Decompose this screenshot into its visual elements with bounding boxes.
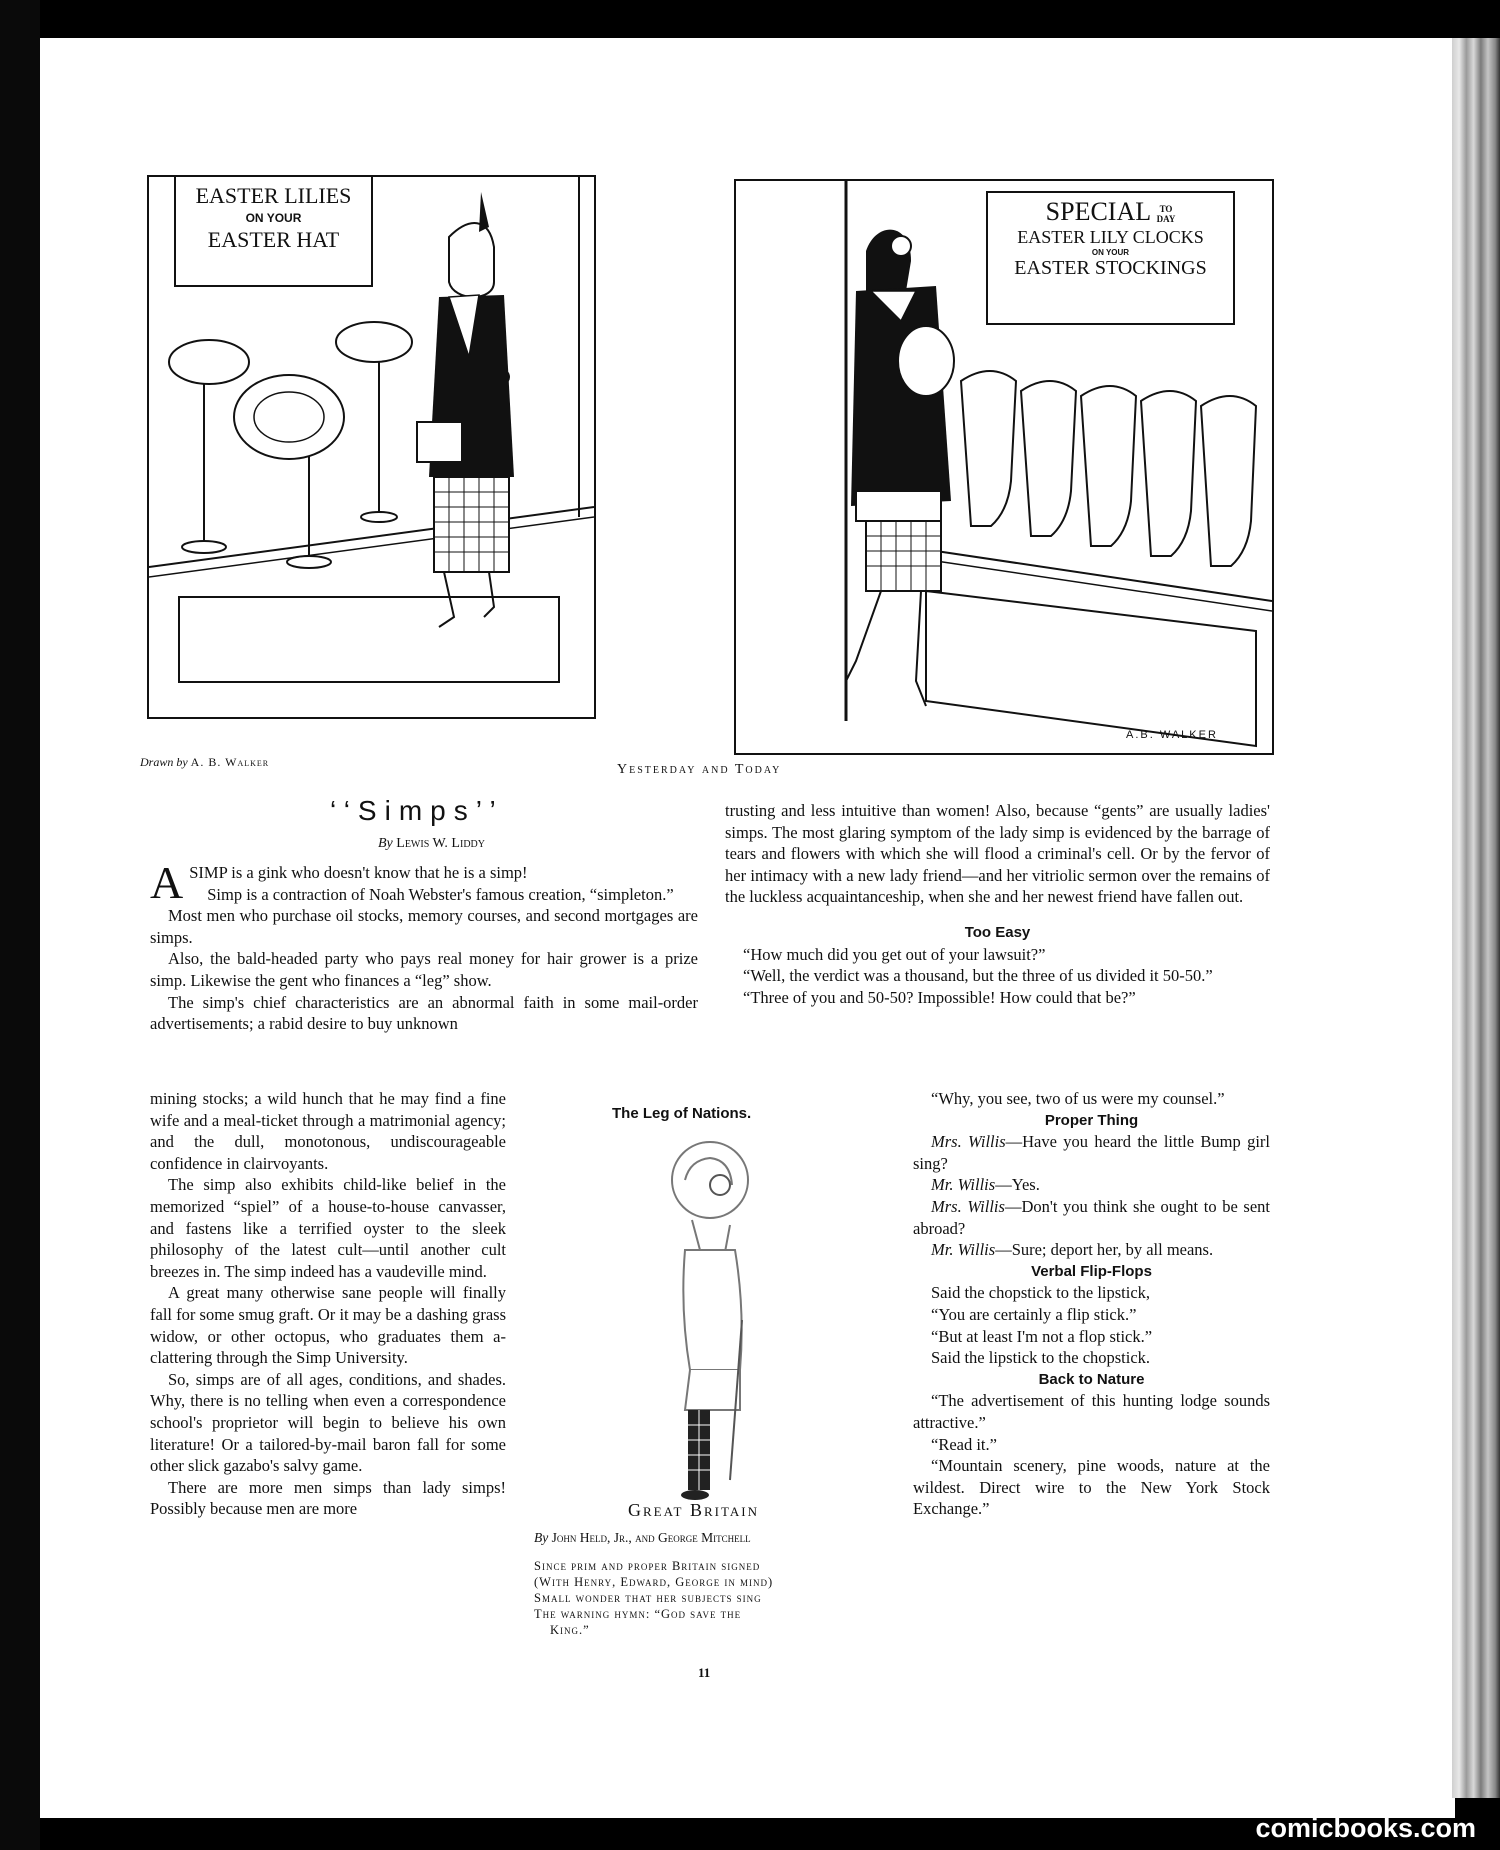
too-easy-line-3: “Three of you and 50-50? Impossible! How could that be?”	[743, 987, 1136, 1007]
back-to-nature-heading: Back to Nature	[1038, 1370, 1145, 1388]
simps-p5a: The simp's chief characteristics are an abnormal faith in some mail-order advertisements; a rabid desire to buy unknown	[150, 992, 698, 1034]
special-today-sign	[986, 191, 1235, 325]
page-edge-binding	[1452, 38, 1500, 1798]
sign-stockings: EASTER STOCKINGS	[1014, 257, 1207, 279]
too-easy-line-2: “Well, the verdict was a thousand, but the three of us divided it 50-50.”	[743, 966, 1213, 986]
page-number: 11	[698, 1665, 711, 1680]
too-easy-line-1: “How much did you get out of your lawsuit?”	[743, 944, 1046, 964]
speaker-mrs-willis: Mrs. Willis	[931, 1196, 1005, 1216]
cartoon-credit: Drawn by A. B. Walker	[140, 755, 270, 769]
too-easy-heading: Too Easy	[964, 923, 1031, 941]
sign-line-2: ON YOUR	[245, 211, 302, 225]
simps-p6: The simp also exhibits child-like belief in the memorized “spiel” of a house-to-house canvasser, and fastens like a terrified oyster to the sleek philosophy of the latest cult—until another cult breezes in. The simp indeed has a vaudeville mind.	[150, 1175, 506, 1281]
speaker-mrs-willis: Mrs. Willis	[931, 1132, 1006, 1152]
flip-flops-heading: Verbal Flip-Flops	[1031, 1262, 1152, 1280]
easter-lilies-sign	[174, 175, 373, 287]
back-to-nature-line-1: “The advertisement of this hunting lodge sounds attractive.”	[913, 1391, 1270, 1432]
sign-line-3: EASTER HAT	[207, 227, 340, 252]
right-column-top	[725, 800, 1270, 1008]
sign-day: DAY	[1156, 214, 1176, 225]
flip-flops-line-2: “You are certainly a flip stick.”	[931, 1304, 1137, 1324]
cartoon-title: Yesterday and Today	[617, 762, 782, 777]
sign-to: TO	[1159, 204, 1173, 215]
simps-p2: Simp is a contraction of Noah Webster's famous creation, “simpleton.”	[207, 884, 674, 904]
simps-p9: There are more men simps than lady simps! Possibly because men are more	[150, 1477, 506, 1519]
back-to-nature-line-3: “Mountain scenery, pine woods, nature at the wildest. Direct wire to the New York Stock Exchange.”	[913, 1456, 1270, 1519]
artist-signature: A.B. WALKER	[1126, 729, 1218, 741]
sign-lily-clocks: EASTER LILY CLOCKS	[1017, 227, 1204, 247]
too-easy-line-4: “Why, you see, two of us were my counsel.”	[931, 1089, 1225, 1108]
simps-column-bottom	[150, 1088, 506, 1520]
sign-special: SPECIAL	[1045, 197, 1151, 226]
flip-flops-line-1: Said the chopstick to the lipstick,	[931, 1283, 1151, 1303]
simps-p1: SIMP is a gink who doesn't know that he is a simp!	[189, 863, 528, 882]
simps-p7: A great many otherwise sane people will finally fall for some smug graft. Or it may be a dashing grass widow, or other octopus, who graduates them a-clattering through the Simp University.	[150, 1283, 506, 1368]
great-britain-verse: Since prim and proper Britain signed (With Henry, Edward, George in mind) Small wonder that her subjects sing The warning hymn: “God save the King.”	[534, 1559, 774, 1637]
back-to-nature-line-2: “Read it.”	[931, 1434, 997, 1454]
speaker-mr-willis: Mr. Willis	[931, 1175, 996, 1195]
simps-p3: Most men who purchase oil stocks, memory courses, and second mortgages are simps.	[150, 906, 698, 947]
simps-column-top	[150, 857, 698, 1035]
speaker-mr-willis: Mr. Willis	[931, 1240, 996, 1260]
sign-line-1: EASTER LILIES	[195, 183, 352, 208]
proper-thing-heading: Proper Thing	[1044, 1111, 1139, 1129]
article-title: ‘‘Simps’’	[330, 795, 504, 826]
leg-of-nations-byline: By John Held, Jr., and George Mitchell	[534, 1530, 751, 1545]
scan-left-edge	[0, 0, 40, 1850]
cartoon-panel-today	[734, 179, 1274, 755]
flip-flops-line-4: Said the lipstick to the chopstick.	[931, 1348, 1151, 1368]
simps-p5b: mining stocks; a wild hunch that he may find a fine wife and a meal-ticket through a matrimonial agency; and the dull, monotonous, undiscourageable confidence in clairvoyants.	[150, 1089, 506, 1173]
great-britain-caricature	[630, 1140, 790, 1500]
simps-p8: So, simps are of all ages, conditions, and shades. Why, there is no telling when even a correspondence school's proprietor will begin to believe his own literature! Or a tailored-by-mail baron fall for some other slick gazabo's salvy game.	[150, 1369, 506, 1476]
flip-flops-line-3: “But at least I'm not a flop stick.”	[931, 1326, 1153, 1346]
right-column-bottom: “Why, you see, two of us were my counsel.” Proper Thing Mrs. Willis—Have you heard the little Bump girl sing? Mr. Willis—Yes. Mrs. Willis—Don't you think she ought to be sent abroad? Mr. Willis—Sure; deport her, by all means. Verbal Flip-Flops Said the chopstick to the lipstick, “You are certainly a flip stick.” “But at least I'm not a flop stick.” Said the lipstick to the chopstick. Back to Nature “The advertisement of this hunting lodge sounds attractive.” “Read it.” “Mountain scenery, pine woods, nature at the wildest. Direct wire to the New York Stock Exchange.”	[913, 1089, 1270, 1519]
leg-of-nations-heading: The Leg of Nations.	[612, 1105, 752, 1122]
simps-p4: Also, the bald-headed party who pays real money for hair grower is a prize simp. Likewise the gent who finances a “leg” show.	[150, 949, 698, 990]
simps-p10: trusting and less intuitive than women! Also, because “gents” are usually ladies' simps. The most glaring symptom of the lady simp is evidenced by the barrage of tears and flowers with which she will flood a criminal's cell. Or by the fervor of her intimacy with a new lady friend—and her vitriolic sermon over the remains of the luckless acquaintanceship, when she and her newest friend have fallen out.	[725, 801, 1270, 907]
cartoon-panel-yesterday	[147, 175, 596, 719]
great-britain-caption: Great Britain	[628, 1500, 760, 1520]
article-byline: By Lewis W. Liddy	[378, 836, 485, 851]
drop-cap: A	[150, 857, 184, 908]
watermark: comicbooks.com	[1255, 1813, 1476, 1843]
sign-on-your: ON YOUR	[1091, 248, 1130, 257]
